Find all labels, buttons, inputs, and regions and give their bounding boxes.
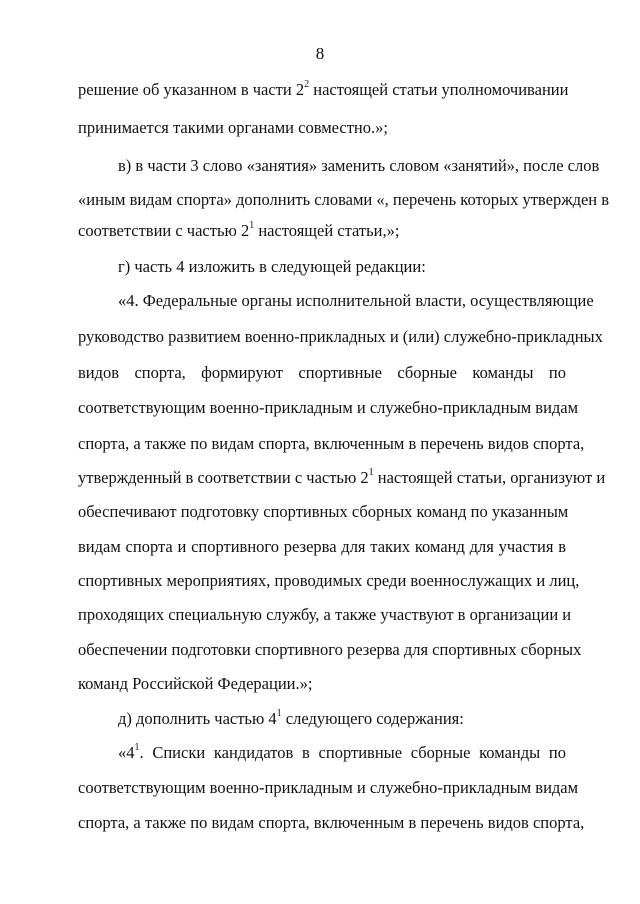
- text-line: решение об указанном в части $2^2$ настоящей статьи уполномочивании: [78, 79, 569, 99]
- text-line: утвержденный в соответствии с частью $2^1$ настоящей статьи, организуют и: [78, 467, 606, 487]
- text-line: принимается такими органами совместно.»;: [78, 118, 388, 137]
- text-line: проходящих специальную службу, а также участвуют в организации и: [78, 605, 572, 624]
- text-line: «$4^1$. Списки кандидатов в спортивные сборные команды по: [118, 742, 566, 762]
- text-line: команд Российской Федерации.»;: [78, 674, 313, 693]
- text-line: спорта, а также по видам спорта, включенным в перечень видов спорта,: [78, 813, 585, 832]
- text-line: спорта, а также по видам спорта, включенным в перечень видов спорта,: [78, 434, 585, 453]
- text-line: видам спорта и спортивного резерва для таких команд для участия в: [78, 537, 566, 556]
- text-line: обеспечении подготовки спортивного резерва для спортивных сборных: [78, 640, 582, 659]
- text-line: г) часть 4 изложить в следующей редакции:: [118, 257, 426, 276]
- text-line: руководство развитием военно-прикладных и (или) служебно-прикладных: [78, 327, 603, 346]
- text-line: видов спорта, формируют спортивные сборные команды по: [78, 363, 566, 382]
- text-line: обеспечивают подготовку спортивных сборных команд по указанным: [78, 502, 569, 521]
- text-line: спортивных мероприятиях, проводимых среди военнослужащих и лиц,: [78, 571, 580, 590]
- text-line: соответствующим военно-прикладным и служебно-прикладным видам: [78, 398, 579, 417]
- text-line: «иным видам спорта» дополнить словами «, перечень которых утвержден в: [78, 190, 610, 209]
- text-line: соответствии с частью $2^1$ настоящей статьи,»;: [78, 220, 400, 240]
- text-line: соответствующим военно-прикладным и служебно-прикладным видам: [78, 778, 579, 797]
- text-line: «4. Федеральные органы исполнительной власти, осуществляющие: [118, 291, 594, 310]
- text-line: д) дополнить частью $4^1$ следующего содержания:: [118, 708, 464, 728]
- page-number: 8: [315, 44, 325, 63]
- text-line: в) в части 3 слово «занятия» заменить словом «занятий», после слов: [118, 156, 600, 175]
